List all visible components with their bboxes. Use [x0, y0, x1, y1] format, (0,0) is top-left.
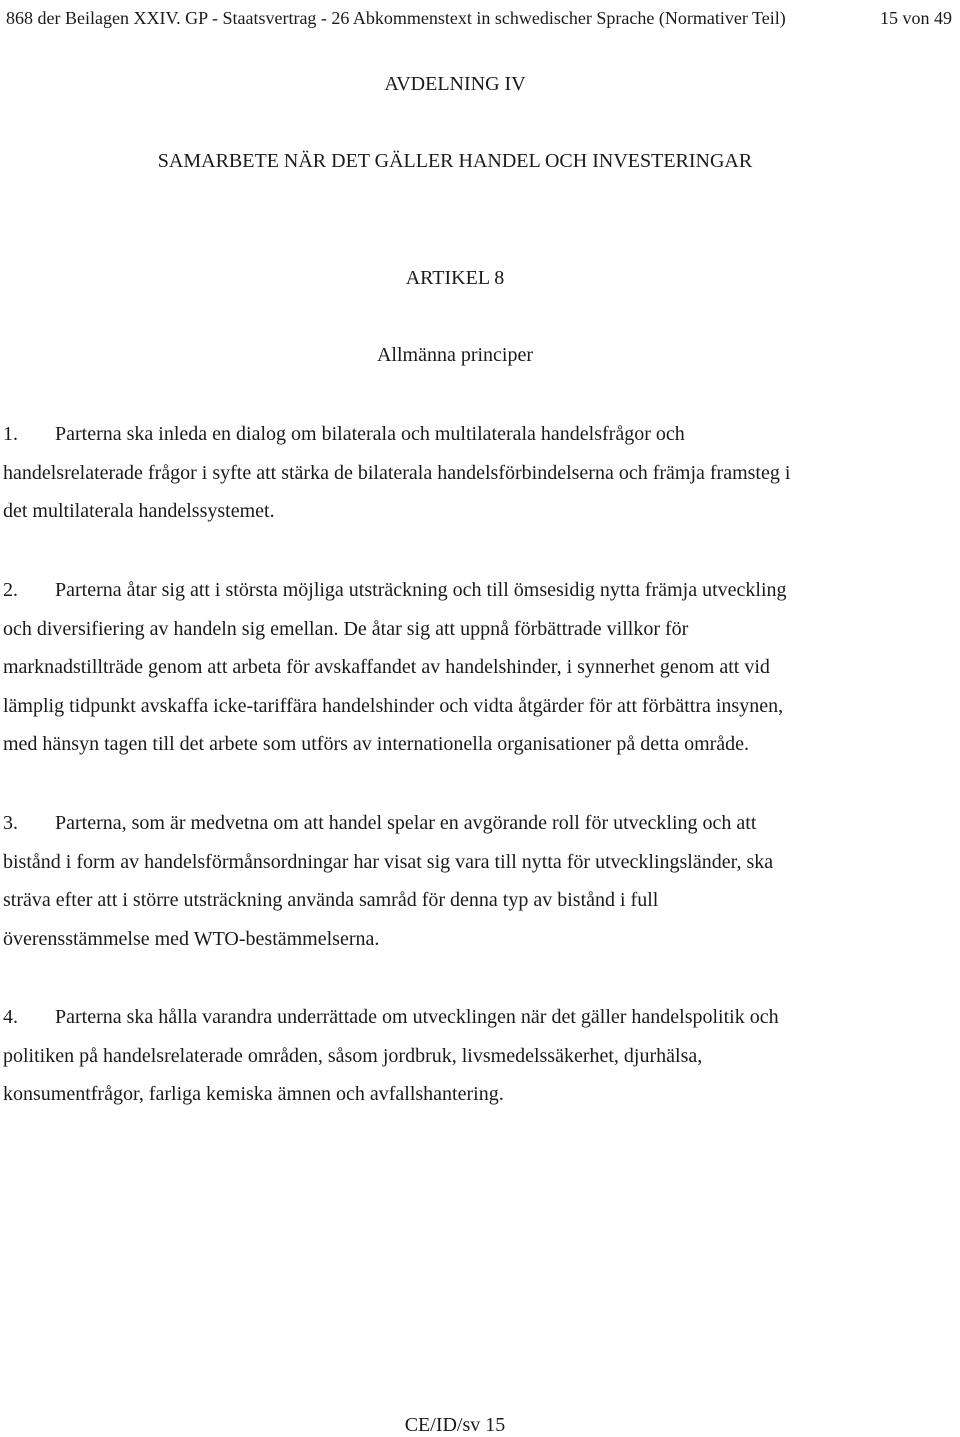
document-header-title: 868 der Beilagen XXIV. GP - Staatsvertrag - 26 Abkommenstext in schwedischer Sprache (Normativer Teil)	[6, 8, 786, 28]
paragraph-number: 1.	[3, 423, 18, 445]
paragraph-line: politiken på handelsrelaterade områden, såsom jordbruk, livsmedelssäkerhet, djurhälsa,	[3, 1044, 703, 1067]
paragraph-number: 4.	[3, 1006, 18, 1028]
article-label: ARTIKEL 8	[405, 267, 505, 289]
paragraph-line	[3, 804, 893, 843]
paragraph-line	[3, 571, 893, 610]
paragraph-2	[3, 571, 893, 764]
paragraph-line: handelsrelaterade frågor i syfte att stärka de bilaterala handelsförbindelserna och främja framsteg i	[3, 461, 791, 484]
paragraph-line	[3, 415, 893, 454]
paragraph-3	[3, 804, 893, 958]
paragraph-line	[3, 998, 893, 1037]
paragraph-line: och diversifiering av handeln sig emellan. De åtar sig att uppnå förbättrade villkor för	[3, 617, 689, 640]
paragraph-number: 2.	[3, 579, 18, 601]
paragraph-number: 3.	[3, 812, 18, 834]
paragraph-line-text: Parterna åtar sig att i största möjliga utsträckning och till ömsesidig nytta främja utveckling	[55, 579, 787, 601]
paragraph-line-text: Parterna ska inleda en dialog om bilaterala och multilaterala handelsfrågor och	[55, 423, 685, 445]
paragraph-1	[3, 415, 893, 531]
article-title: Allmänna principer	[376, 344, 534, 366]
paragraph-line: marknadstillträde genom att arbeta för avskaffandet av handelshinder, i synnerhet genom att vid	[3, 656, 770, 678]
paragraph-line-text: Parterna ska hålla varandra underrättade om utvecklingen när det gäller handelspolitik och	[55, 1006, 779, 1028]
page-footer-reference: CE/ID/sv 15	[404, 1414, 506, 1436]
page-count: 15 von 49	[880, 8, 952, 28]
paragraph-line-text: Parterna, som är medvetna om att handel spelar en avgörande roll för utveckling och att	[55, 812, 757, 834]
paragraph-line: konsumentfrågor, farliga kemiska ämnen och avfallshantering.	[3, 1083, 504, 1105]
paragraph-line: överensstämmelse med WTO-bestämmelserna.	[3, 927, 380, 950]
paragraph-4	[3, 998, 893, 1114]
paragraph-line: sträva efter att i större utsträckning använda samråd för denna typ av bistånd i full	[3, 889, 659, 911]
page-header	[0, 0, 960, 34]
paragraph-line: bistånd i form av handelsförmånsordningar har visat sig vara till nytta för utvecklingsländer, ska	[3, 850, 774, 873]
paragraph-line: lämplig tidpunkt avskaffa icke-tariffära handelshinder och vidta åtgärder för att förbättra insynen,	[3, 694, 784, 717]
part-label: AVDELNING IV	[384, 73, 526, 95]
part-title: SAMARBETE NÄR DET GÄLLER HANDEL OCH INVESTERINGAR	[157, 150, 753, 172]
paragraph-line: med hänsyn tagen till det arbete som utförs av internationella organisationer på detta område.	[3, 733, 750, 755]
paragraph-line: det multilaterala handelssystemet.	[3, 500, 275, 522]
